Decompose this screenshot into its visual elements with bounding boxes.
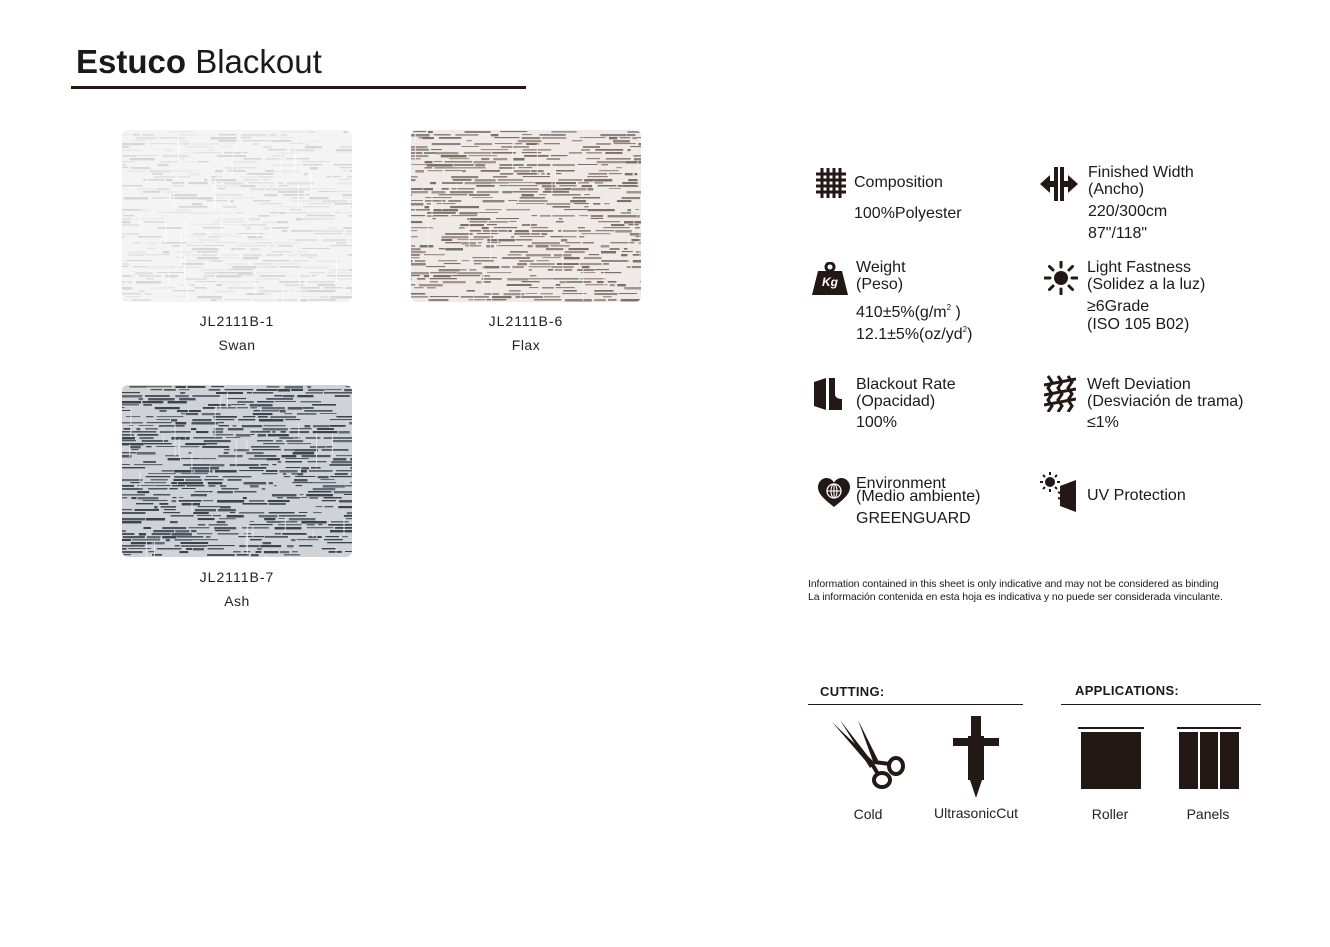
cutting-ultrasonic-label: UltrasonicCut <box>933 805 1019 821</box>
panel-blind-icon <box>1177 727 1241 789</box>
swatch-name: Flax <box>511 337 541 353</box>
weight-label: Weight <box>856 259 906 276</box>
weight-value-imperial-sup: 2 <box>962 325 968 334</box>
width-value-in: 87"/118" <box>1088 225 1148 242</box>
width-label: Finished Width <box>1088 164 1194 181</box>
uv-protection-label: UV Protection <box>1087 487 1186 504</box>
swatch-code: JL2111B-6 <box>488 313 564 329</box>
weight-value-metric-close: ) <box>951 304 961 321</box>
light-fastness-grade: ≥6Grade <box>1087 298 1150 315</box>
composition-label: Composition <box>854 174 943 191</box>
roller-blind-icon <box>1078 727 1144 789</box>
environment-label-es: (Medio ambiente) <box>856 488 981 505</box>
title-rest: Blackout <box>195 43 322 80</box>
weft-label: Weft Deviation <box>1087 376 1191 393</box>
light-fastness-label-es: (Solidez a la luz) <box>1087 276 1206 293</box>
weight-label-es: (Peso) <box>856 276 904 293</box>
composition-value: 100%Polyester <box>854 205 962 222</box>
applications-rule <box>1061 704 1261 705</box>
light-fastness-standard: (ISO 105 B02) <box>1087 316 1190 333</box>
blackout-label-es: (Opacidad) <box>856 393 936 410</box>
swatch-name: Swan <box>218 337 256 353</box>
swatch-image-swan <box>122 130 352 302</box>
cutting-cold-label: Cold <box>853 806 883 822</box>
cutting-rule <box>808 704 1023 705</box>
swatch-name: Ash <box>224 593 250 609</box>
disclaimer-en: Information contained in this sheet is only indicative and may not be considered as binding <box>808 578 1219 590</box>
weight-value-imperial-main: 12.1±5%(oz/yd <box>856 326 963 343</box>
width-label-es: (Ancho) <box>1088 181 1145 198</box>
weight-value-imperial-close: ) <box>967 326 973 343</box>
swatch-image-ash <box>122 385 352 557</box>
weft-icon <box>1044 374 1076 412</box>
application-roller-label: Roller <box>1091 806 1129 822</box>
weight-value-imperial <box>856 319 972 346</box>
ultrasonic-blade-icon <box>953 716 999 798</box>
blackout-label: Blackout Rate <box>856 376 956 393</box>
swatch-code: JL2111B-7 <box>199 569 275 585</box>
blackout-value: 100% <box>856 414 897 431</box>
disclaimer <box>808 578 1223 603</box>
swatch-code: JL2111B-1 <box>199 313 275 329</box>
sun-icon <box>1044 261 1078 295</box>
application-panels-label: Panels <box>1186 806 1230 822</box>
width-value-cm: 220/300cm <box>1088 203 1168 220</box>
weight-value-metric-sup: 2 <box>946 303 952 312</box>
applications-heading: APPLICATIONS: <box>1075 683 1180 698</box>
grid-icon <box>816 168 846 198</box>
title-underline <box>71 86 526 89</box>
blackout-icon <box>812 378 846 410</box>
environment-value: GREENGUARD <box>856 510 971 527</box>
light-fastness-label: Light Fastness <box>1087 259 1192 276</box>
scissors-icon <box>830 720 906 796</box>
disclaimer-es: La información contenida en esta hoja es indicativa y no puede ser considerada vinculante. <box>808 590 1223 603</box>
width-arrows-icon <box>1040 167 1078 201</box>
globe-heart-icon <box>818 478 850 508</box>
kg-text: Kg <box>822 275 838 289</box>
swatch-image-flax <box>411 130 641 302</box>
weight-kg-icon <box>812 262 848 296</box>
weft-value: ≤1% <box>1087 414 1119 431</box>
cutting-heading: CUTTING: <box>820 684 885 699</box>
page-title <box>76 42 322 82</box>
title-bold: Estuco <box>76 43 187 80</box>
weight-value-metric-main: 410±5%(g/m <box>856 304 947 321</box>
uv-sun-icon <box>1040 472 1078 512</box>
weft-label-es: (Desviación de trama) <box>1087 393 1244 410</box>
environment-label: Environment <box>856 475 946 492</box>
